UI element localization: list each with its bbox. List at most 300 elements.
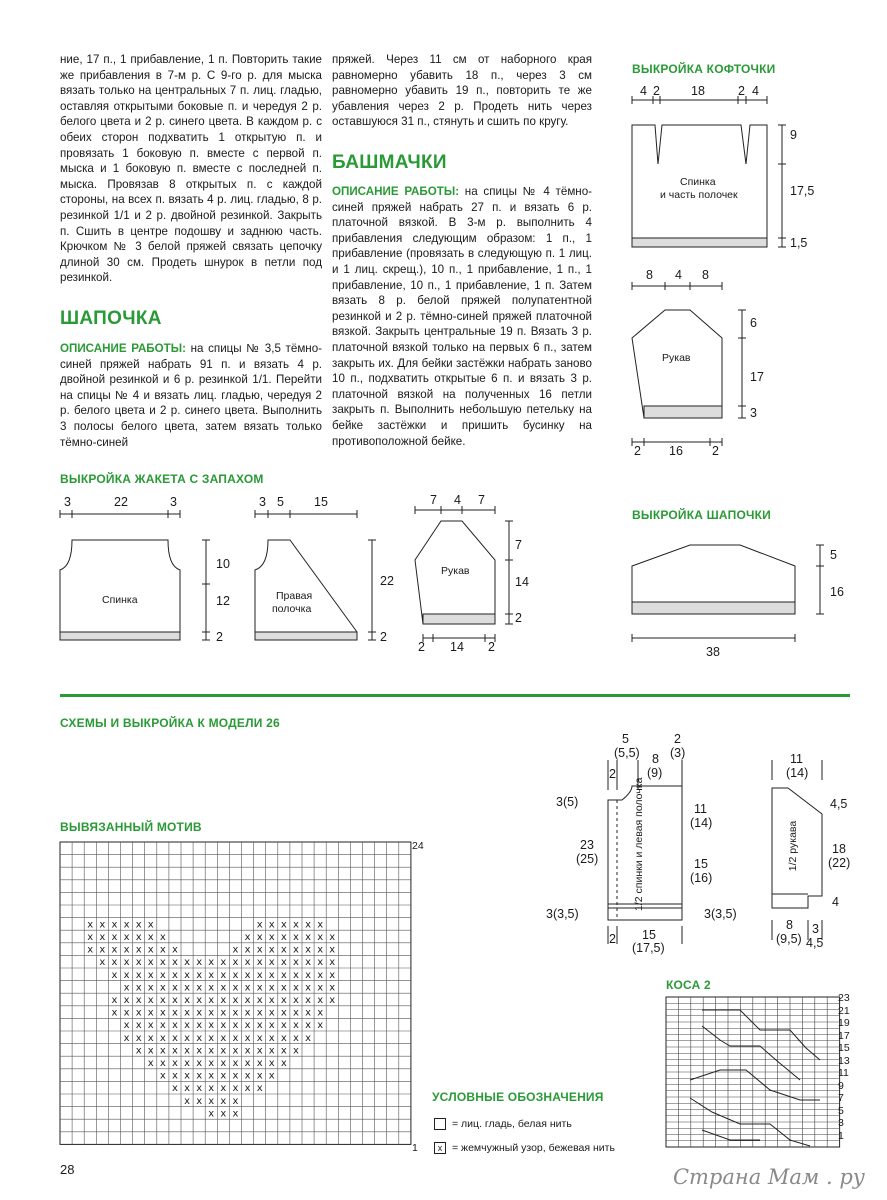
motif-cell-mark: x [256, 957, 263, 969]
motif-cell-mark: x [305, 932, 312, 943]
motif-cell-mark: x [244, 1045, 251, 1057]
motif-cell-mark: x [280, 1007, 287, 1019]
motif-cell-mark: x [196, 1045, 203, 1057]
m26-body-bottom-edge: 2 [609, 932, 616, 946]
m26-sleeve-right-2a: 18 [832, 842, 846, 856]
motif-cell-mark: x [147, 995, 154, 1006]
motif-cell-mark: x [111, 932, 118, 943]
motif-cell-mark: x [111, 995, 118, 1006]
m26-body-label: 1/2 спинки и левая полочка [633, 777, 645, 911]
motif-cell-mark: x [123, 919, 130, 931]
motif-cell-mark: x [244, 1083, 251, 1095]
motif-cell-mark: x [147, 1045, 154, 1057]
motif-cell-mark: x [268, 944, 275, 956]
m26-body-right-1b: (14) [690, 816, 713, 830]
jacket-sleeve-dim-bottom-2: 14 [450, 640, 464, 654]
motif-cell-mark: x [292, 957, 299, 969]
motif-cell-mark: x [280, 1032, 287, 1044]
motif-cell-mark: x [329, 995, 336, 1006]
motif-cell-mark: x [123, 944, 130, 956]
motif-cell-mark: x [135, 1007, 142, 1019]
motif-cell-mark: x [171, 1020, 178, 1032]
motif-cell-mark: x [232, 957, 239, 969]
kofta-sleeve-dim-right-1: 6 [750, 316, 757, 330]
hat-description-body: на спицы № 3,5 тёмно-синей пряжей набрать 91 п. и вязать 4 р. двойной резинкой и 6 р. резинкой 1/1. Перейти на спицы № 4 и вязать лиц. гладью, чередуя 2 р. белого цвета и 2 р. синего цвета. Выполнить 3 полосы белого цвета, затем вязать только тёмно-синей [60, 342, 323, 449]
motif-cell-mark: x [184, 1083, 191, 1095]
legend-item-pearl [434, 1142, 615, 1154]
motif-cell-mark: x [87, 919, 94, 931]
motif-cell-mark: x [99, 932, 106, 943]
jacket-front-dim-top-3: 15 [314, 495, 328, 509]
motif-cell-mark: x [196, 995, 203, 1006]
motif-cell-mark: x [329, 932, 336, 943]
motif-cell-mark: x [329, 969, 336, 981]
hat-dim-bottom: 38 [706, 645, 720, 659]
m26-body-right-2a: 15 [694, 857, 708, 871]
motif-cell-mark: x [305, 982, 312, 994]
jacket-sleeve-dim-bottom-3: 2 [488, 640, 495, 654]
jacket-back-dim-top-1: 3 [64, 495, 71, 509]
motif-cell-mark: x [329, 957, 336, 969]
kofta-dim-right-2: 17,5 [790, 184, 815, 198]
m26-sleeve-top-b: (14) [786, 766, 809, 780]
motif-cell-mark: x [159, 995, 166, 1006]
kosa-grid [666, 997, 840, 1147]
motif-cell-mark: x [208, 982, 215, 994]
motif-cell-mark: x [159, 957, 166, 969]
motif-cell-mark: x [184, 957, 191, 969]
motif-cell-mark: x [220, 1058, 227, 1069]
motif-cell-mark: x [196, 1007, 203, 1019]
motif-cell-mark: x [220, 1020, 227, 1032]
motif-cell-mark: x [268, 982, 275, 994]
motif-cell-mark: x [196, 1083, 203, 1095]
kosa-row-number: 19 [838, 1017, 850, 1029]
jacket-front-label-2: полочка [272, 603, 312, 615]
motif-cell-mark: x [171, 944, 178, 956]
legend-text-plain: = лиц. гладь, белая нить [452, 1118, 572, 1130]
motif-cell-mark: x [99, 919, 106, 931]
motif-cell-mark: x [99, 957, 106, 969]
motif-cell-mark: x [292, 919, 299, 931]
motif-cell-mark: x [268, 1032, 275, 1044]
motif-cell-mark: x [135, 969, 142, 981]
kofta-label-line-2: и часть полочек [660, 189, 738, 201]
kosa-row-number: 21 [838, 1004, 850, 1017]
m26-body-bottom-b: (17,5) [632, 941, 665, 955]
motif-cell-mark: x [220, 1032, 227, 1044]
motif-cell-mark: x [184, 982, 191, 994]
m26-sleeve-bottom-b: (9,5) [776, 932, 802, 946]
motif-cell-mark: x [147, 1020, 154, 1032]
motif-cell-mark: x [220, 1083, 227, 1095]
motif-cell-mark: x [232, 944, 239, 956]
jacket-back-dim-top-3: 3 [170, 495, 177, 509]
model26-body-shape [608, 760, 682, 944]
motif-cell-mark: x [256, 1083, 263, 1095]
booties-section-title: БАШМАЧКИ [332, 152, 447, 173]
jacket-sleeve-dim-top-1: 7 [430, 493, 437, 507]
m26-body-right-3: 3(3,5) [704, 907, 737, 921]
motif-cell-mark: x [196, 969, 203, 981]
model-26-title: СХЕМЫ И ВЫКРОЙКА К МОДЕЛИ 26 [60, 716, 280, 730]
motif-cell-mark: x [280, 1045, 287, 1057]
hat-section-title: ШАПОЧКА [60, 308, 162, 329]
motif-cell-mark: x [244, 1058, 251, 1069]
m26-sleeve-bottom-d: 4,5 [806, 936, 824, 950]
legend-item-plain [434, 1118, 572, 1130]
m26-body-left-1: 3(5) [556, 795, 579, 809]
jacket-back-dim-right-3: 2 [216, 630, 223, 644]
jacket-sleeve-dim-top-2: 4 [454, 493, 461, 507]
motif-cell-mark: x [232, 1058, 239, 1069]
kosa-row-number: 1 [838, 1129, 844, 1142]
motif-cell-mark: x [256, 1020, 263, 1032]
motif-cell-mark: x [244, 995, 251, 1006]
jacket-sleeve-label: Рукав [441, 565, 470, 577]
motif-cell-mark: x [171, 1070, 178, 1082]
motif-cell-mark: x [268, 957, 275, 969]
motif-cell-mark: x [329, 944, 336, 956]
motif-cell-mark: x [147, 1058, 154, 1069]
kosa-row-number: 11 [838, 1067, 849, 1079]
m26-sleeve-bottom-a: 8 [786, 918, 793, 932]
motif-cell-mark: x [232, 1083, 239, 1095]
motif-cell-mark: x [256, 1045, 263, 1057]
motif-cell-mark: x [208, 1058, 215, 1069]
motif-cell-mark: x [268, 1020, 275, 1032]
jacket-sleeve-dim-right-3: 2 [515, 611, 522, 625]
motif-cell-mark: x [208, 1083, 215, 1095]
motif-cell-mark: x [220, 1070, 227, 1082]
motif-cell-mark: x [87, 932, 94, 943]
motif-cell-mark: x [305, 957, 312, 969]
kofta-sleeve-label: Рукав [662, 352, 691, 364]
kofta-dim-top-2: 2 [653, 84, 660, 98]
motif-cell-mark: x [305, 1032, 312, 1044]
motif-cell-mark: x [196, 1058, 203, 1069]
motif-cell-mark: x [292, 1032, 299, 1044]
motif-cell-mark: x [256, 1032, 263, 1044]
motif-cell-mark: x [184, 1045, 191, 1057]
kofta-dim-top-4: 2 [738, 84, 745, 98]
kofta-body-shape [632, 96, 786, 247]
motif-cell-mark: x [111, 919, 118, 931]
kofta-sleeve-dim-bottom-3: 2 [712, 444, 719, 458]
motif-cell-mark: x [280, 932, 287, 943]
motif-cell-mark: x [317, 944, 324, 956]
motif-cell-mark: x [159, 932, 166, 943]
motif-cell-mark: x [135, 932, 142, 943]
motif-cell-mark: x [147, 919, 154, 931]
motif-cell-mark: x [171, 1058, 178, 1069]
jacket-front-dim-top-1: 3 [259, 495, 266, 509]
motif-cell-mark: x [232, 969, 239, 981]
motif-cell-mark: x [220, 982, 227, 994]
motif-cell-mark: x [317, 995, 324, 1006]
motif-cell-mark: x [280, 982, 287, 994]
motif-cell-mark: x [208, 957, 215, 969]
motif-cell-mark: x [171, 1007, 178, 1019]
motif-cell-mark: x [268, 919, 275, 931]
motif-cell-mark: x [220, 969, 227, 981]
jacket-sleeve-dim-right-1: 7 [515, 538, 522, 552]
m26-sleeve-right-3: 4 [832, 895, 839, 909]
kofta-sleeve-dim-bottom-1: 2 [634, 444, 641, 458]
kofta-pattern-title: ВЫКРОЙКА КОФТОЧКИ [632, 62, 776, 76]
motif-cell-mark: x [268, 995, 275, 1006]
motif-cell-mark: x [196, 1020, 203, 1032]
motif-cell-mark: x [171, 995, 178, 1006]
motif-cell-mark: x [123, 982, 130, 994]
motif-cell-mark: x [232, 1108, 239, 1120]
motif-cell-mark: x [171, 1045, 178, 1057]
motif-cell-mark: x [171, 957, 178, 969]
motif-cell-mark: x [329, 982, 336, 994]
motif-cell-mark: x [159, 1045, 166, 1057]
m26-sleeve-bottom-c: 3 [812, 922, 819, 936]
motif-cell-mark: x [208, 1007, 215, 1019]
kosa-cable-line [702, 1130, 760, 1140]
motif-cell-mark: x [135, 957, 142, 969]
kofta-sleeve-dim-top-1: 8 [646, 268, 653, 282]
motif-cell-mark: x [159, 969, 166, 981]
motif-cell-mark: x [196, 1070, 203, 1082]
motif-cell-mark: x [305, 1007, 312, 1019]
motif-cell-mark: x [159, 1032, 166, 1044]
motif-cell-mark: x [220, 1095, 227, 1107]
page-number: 28 [60, 1162, 75, 1177]
motif-cell-mark: x [317, 982, 324, 994]
motif-cell-mark: x [305, 995, 312, 1006]
motif-cell-mark: x [184, 969, 191, 981]
motif-cell-mark: x [208, 995, 215, 1006]
motif-cell-mark: x [159, 1058, 166, 1069]
motif-cell-mark: x [256, 995, 263, 1006]
jacket-back-shape [60, 510, 210, 640]
motif-cell-mark: x [220, 995, 227, 1006]
legend-box-pearl: x [434, 1142, 446, 1154]
motif-cell-mark: x [99, 944, 106, 956]
motif-cell-mark: x [305, 919, 312, 931]
m26-body-bottom-a: 15 [642, 928, 656, 942]
motif-cell-mark: x [135, 982, 142, 994]
motif-cell-mark: x [292, 982, 299, 994]
motif-cell-mark: x [268, 1045, 275, 1057]
jacket-pattern-title: ВЫКРОЙКА ЖАКЕТА С ЗАПАХОМ [60, 472, 264, 486]
jacket-back-dim-top-2: 22 [114, 495, 128, 509]
motif-title: ВЫВЯЗАННЫЙ МОТИВ [60, 820, 202, 834]
jacket-front-dim-right-1: 22 [380, 574, 394, 588]
motif-cell-mark: x [256, 969, 263, 981]
kosa-row-number: 23 [838, 992, 850, 1004]
motif-cell-mark: x [147, 969, 154, 981]
jacket-back-label: Спинка [102, 594, 138, 606]
motif-cell-mark: x [280, 969, 287, 981]
jacket-front-label-1: Правая [276, 590, 313, 602]
motif-cell-mark: x [159, 944, 166, 956]
motif-cell-mark: x [123, 1032, 130, 1044]
motif-cell-mark: x [280, 919, 287, 931]
motif-cell-mark: x [292, 995, 299, 1006]
motif-cell-mark: x [305, 944, 312, 956]
hat-dim-right-1: 5 [830, 548, 837, 562]
m26-body-top-3b: (3) [670, 746, 686, 760]
motif-cell-mark: x [123, 995, 130, 1006]
jacket-back-dim-right-1: 10 [216, 557, 230, 571]
booties-continued-paragraph: ние, 17 п., 1 прибавление, 1 п. Повторить такие же прибавления в 7-м р. С 9-го р. для мыска вязать только на центральных 7 п. лиц. гладью, оставляя открытыми боковые п. и чередуя 2 р. белого цвета и 2 р. синего цвета. В каждом р. с обеих сторон подхватить 1 открытую п. и провязать 1 боковую п. вместе с первой п. мыска и 1 боковую п. вместе с последней п. мыска. Провязав 8 открытых п. с каждой стороны, на всех п. вязать 4 р. лиц. гладью, 8 р. резинкой 1/1 и 2 р. двойной резинкой. Закрыть п. Сшить в центре подошву и заднюю часть. Крючком № 3 белой пряжей связать цепочку длиной 30 см. Продеть шнурок в петли под резинкой. [60, 53, 322, 285]
booties-description-body: на спицы № 4 тёмно-синей пряжей набрать 27 п. и вязать 6 р. платочной вязкой. В 3-м р. выполнить 4 прибавления следующим образом: 1 п., 1 прибавление (провязать в следующую п. 1 лиц. и 1 лиц. скрещ.), 10 п., 1 прибавление, 1 п., 1 прибавление, 10 п., 1 прибавление, 1 п. Затем вязать 8 р. белой пряжей полупатентной резинкой и 2 р. тёмно-синей пряжей платочной вязкой. Закрыть центральные 19 п. Вязать 3 р. платочной вязкой только на первых 6 п., затем закрыть их. Для бейки застёжки набрать заново 10 п., подхватить открытые 6 п. и вязать 3 р. платочной вязкой на полученных 16 петли закрыть п. Выполнить небольшую петельку на бейке застёжки и пришить бусинку на противоположной бейке. [332, 185, 593, 448]
motif-cell-mark: x [268, 1070, 275, 1082]
motif-cell-mark: x [184, 1095, 191, 1107]
motif-cell-mark: x [135, 1020, 142, 1032]
motif-cell-mark: x [292, 969, 299, 981]
motif-cell-mark: x [317, 1020, 324, 1032]
motif-cell-mark: x [208, 1045, 215, 1057]
hat-pattern-shape [632, 545, 824, 642]
motif-cell-mark: x [147, 1007, 154, 1019]
m26-sleeve-label: 1/2 рукава [787, 820, 799, 872]
motif-cell-mark: x [111, 944, 118, 956]
motif-cell-mark: x [232, 1032, 239, 1044]
motif-cell-mark: x [268, 932, 275, 943]
motif-cell-mark: x [147, 944, 154, 956]
m26-body-left-3: 3(3,5) [546, 907, 579, 921]
motif-cell-mark: x [147, 932, 154, 943]
kosa-row-number: 3 [838, 1117, 844, 1129]
m26-sleeve-right-2b: (22) [828, 856, 851, 870]
kosa-row-number: 17 [838, 1029, 850, 1042]
kofta-dim-right-1: 9 [790, 128, 797, 142]
motif-cell-mark: x [196, 957, 203, 969]
motif-cell-mark: x [305, 1020, 312, 1032]
motif-cell-mark: x [208, 1032, 215, 1044]
motif-cell-mark: x [292, 1045, 299, 1057]
motif-cell-mark: x [244, 932, 251, 943]
motif-cell-mark: x [232, 1095, 239, 1107]
motif-cell-mark: x [87, 944, 94, 956]
motif-cell-mark: x [135, 919, 142, 931]
kosa-row-number: 9 [838, 1079, 844, 1092]
motif-cell-mark: x [135, 995, 142, 1006]
motif-cell-mark: x [159, 1007, 166, 1019]
kosa-row-number: 7 [838, 1092, 844, 1104]
motif-cell-mark: x [220, 1007, 227, 1019]
jacket-front-dim-top-2: 5 [277, 495, 284, 509]
motif-cell-mark: x [135, 1045, 142, 1057]
motif-cell-mark: x [280, 1020, 287, 1032]
motif-cell-mark: x [256, 1007, 263, 1019]
kofta-dim-right-3: 1,5 [790, 236, 808, 250]
motif-cell-mark: x [196, 1032, 203, 1044]
motif-cell-mark: x [268, 1007, 275, 1019]
hat-pattern-title: ВЫКРОЙКА ШАПОЧКИ [632, 508, 771, 522]
booties-description-lead: ОПИСАНИЕ РАБОТЫ: [332, 185, 460, 198]
jacket-sleeve-dim-top-3: 7 [478, 493, 485, 507]
motif-cell-mark: x [111, 957, 118, 969]
motif-cell-mark: x [292, 1007, 299, 1019]
m26-body-edge-2: 2 [609, 767, 616, 781]
kosa-cable-line [690, 1070, 820, 1100]
motif-row-bottom: 1 [412, 1142, 418, 1154]
m26-body-top-3: 2 [674, 732, 681, 746]
motif-cell-mark: x [317, 957, 324, 969]
motif-cell-mark: x [123, 957, 130, 969]
motif-cell-mark: x [232, 982, 239, 994]
hat-dim-right-2: 16 [830, 585, 844, 599]
motif-cell-mark: x [208, 1108, 215, 1120]
m26-body-right-1a: 11 [694, 802, 707, 816]
kofta-dim-top-1: 4 [640, 84, 647, 98]
motif-cell-mark: x [135, 1032, 142, 1044]
motif-cell-mark: x [123, 1020, 130, 1032]
jacket-front-dim-right-2: 2 [380, 630, 387, 644]
motif-cell-mark: x [256, 944, 263, 956]
motif-cell-mark: x [147, 1032, 154, 1044]
motif-cell-mark: x [244, 944, 251, 956]
motif-grid [60, 842, 411, 1144]
motif-cell-mark: x [184, 1032, 191, 1044]
m26-sleeve-right-1: 4,5 [830, 797, 848, 811]
kofta-dim-top-3: 18 [691, 84, 705, 98]
m26-body-top-2b: (9) [647, 766, 663, 780]
motif-cell-mark: x [196, 982, 203, 994]
motif-cell-mark: x [256, 1070, 263, 1082]
motif-cell-mark: x [184, 1070, 191, 1082]
motif-cell-mark: x [171, 1083, 178, 1095]
motif-cell-mark: x [220, 957, 227, 969]
m26-body-top-1: 5 [622, 732, 629, 746]
motif-cell-mark: x [171, 1032, 178, 1044]
kofta-sleeve-dim-right-3: 3 [750, 406, 757, 420]
motif-cell-mark: x [280, 995, 287, 1006]
legend-text-pearl: = жемчужный узор, бежевая нить [452, 1142, 615, 1154]
kofta-sleeve-dim-bottom-2: 16 [669, 444, 683, 458]
kofta-sleeve-dim-right-2: 17 [750, 370, 764, 384]
motif-cell-mark: x [292, 1020, 299, 1032]
m26-body-left-2a: 23 [580, 838, 594, 852]
legend-box-plain [434, 1118, 446, 1130]
motif-cell-mark: x [256, 919, 263, 931]
jacket-sleeve-dim-right-2: 14 [515, 575, 529, 589]
kosa-title: КОСА 2 [666, 978, 711, 992]
motif-cell-mark: x [232, 995, 239, 1006]
motif-cell-mark: x [317, 1007, 324, 1019]
motif-cell-mark: x [232, 1045, 239, 1057]
legend-title: УСЛОВНЫЕ ОБОЗНАЧЕНИЯ [432, 1090, 604, 1104]
motif-cell-mark: x [171, 982, 178, 994]
motif-cell-mark: x [159, 1070, 166, 1082]
motif-cell-mark: x [147, 982, 154, 994]
motif-cell-mark: x [244, 982, 251, 994]
kosa-row-number: 15 [838, 1042, 850, 1054]
motif-cell-mark: x [208, 969, 215, 981]
hat-description-lead: ОПИСАНИЕ РАБОТЫ: [60, 342, 186, 355]
m26-body-right-2b: (16) [690, 871, 713, 885]
motif-cell-mark: x [208, 1070, 215, 1082]
m26-body-top-1b: (5,5) [614, 746, 640, 760]
motif-cell-mark: x [244, 969, 251, 981]
kosa-row-number: 13 [838, 1054, 850, 1067]
motif-cell-mark: x [135, 944, 142, 956]
jacket-front-shape [255, 510, 376, 640]
motif-row-top: 24 [412, 840, 424, 852]
motif-cell-mark: x [220, 1045, 227, 1057]
motif-cell-mark: x [208, 1020, 215, 1032]
motif-cell-mark: x [159, 1020, 166, 1032]
motif-cell-mark: x [280, 957, 287, 969]
motif-cell-mark: x [208, 1095, 215, 1107]
